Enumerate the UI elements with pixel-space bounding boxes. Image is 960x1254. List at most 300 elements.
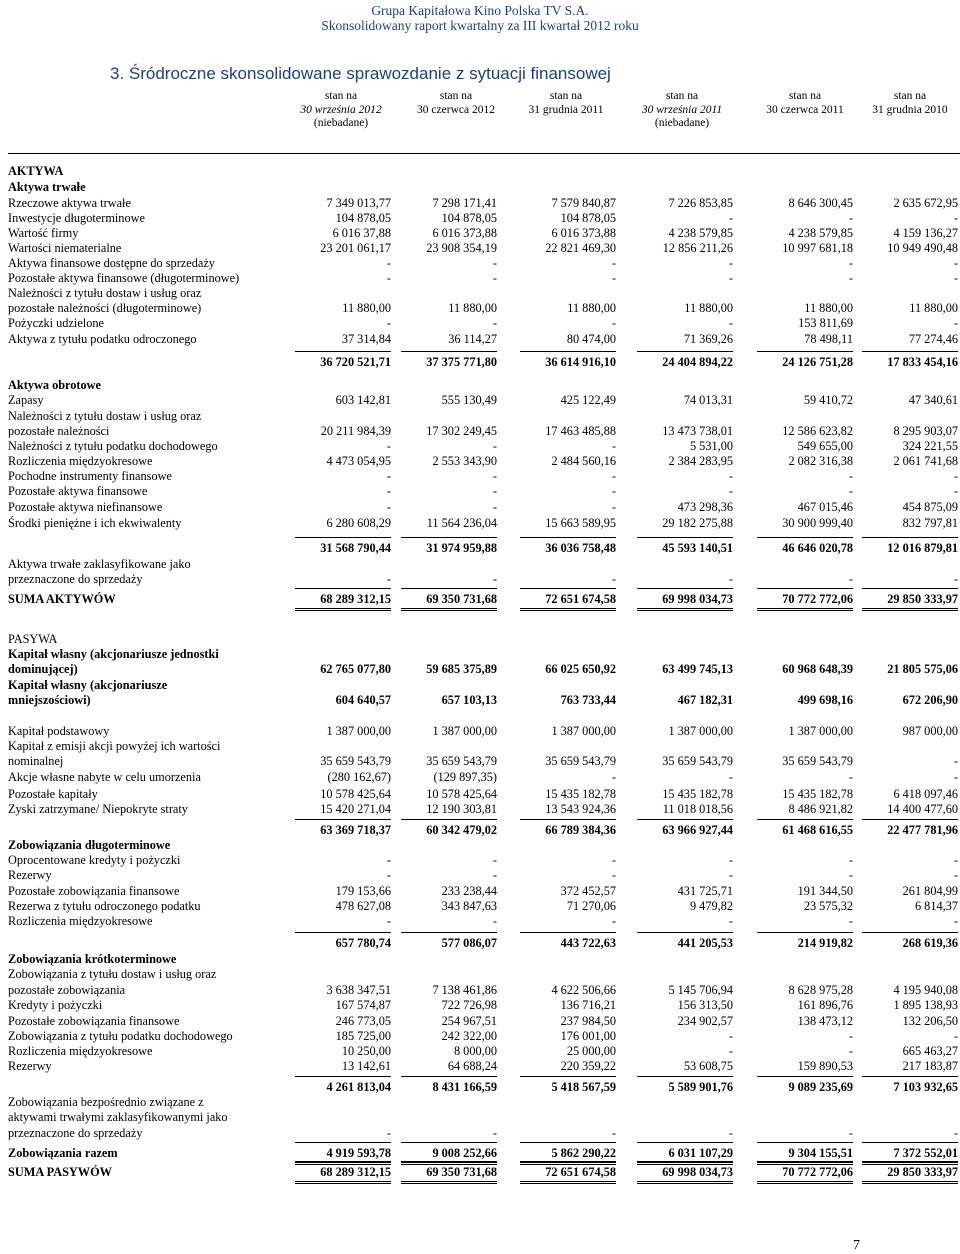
cell-value: 11 880,00 [909,301,958,315]
cell-value: 138 473,12 [797,1014,853,1028]
cell-value: 22 821 469,30 [545,241,616,255]
table-row [0,180,960,194]
cell-value: - [953,914,958,928]
cell-value: 431 725,71 [677,884,733,898]
row-label: Należności z tytułu podatku dochodowego [8,439,218,453]
table-row [0,256,960,270]
cell-value: 35 659 543,79 [545,754,616,768]
cell-value: 17 302 249,45 [426,424,497,438]
table-row [0,1095,960,1109]
subtotal-rule [862,1076,958,1077]
column-header-line: 30 czerwca 2011 [766,103,844,116]
cell-value: 454 875,09 [902,500,958,514]
cell-value: - [386,316,391,330]
cell-value: 4 238 579,85 [668,226,733,240]
table-row [0,952,960,966]
row-label: przeznaczone do sprzedaży [8,572,143,586]
cell-value: 70 772 772,06 [782,1165,853,1179]
cell-value: 987 000,00 [902,724,958,738]
table-row [0,226,960,240]
cell-value: 15 435 182,78 [545,787,616,801]
total-double-rule [637,608,733,609]
cell-value: - [386,271,391,285]
total-double-rule [757,1162,853,1163]
cell-value: - [848,1126,853,1140]
cell-value: 31 974 959,88 [426,541,497,555]
table-row [0,1014,960,1028]
cell-value: 63 499 745,13 [662,662,733,676]
cell-value: 63 369 718,37 [320,823,391,837]
cell-value: 62 765 077,80 [320,662,391,676]
cell-value: 2 384 283,95 [668,454,733,468]
cell-value: 13 142,61 [341,1059,391,1073]
cell-value: 69 998 034,73 [662,592,733,606]
total-double-rule [401,1181,497,1182]
column-header-line: 30 września 2011 [641,103,723,116]
cell-value: 35 659 543,79 [782,754,853,768]
cell-value: 7 103 932,65 [893,1080,958,1094]
cell-value: - [611,914,616,928]
cell-value: 478 627,08 [335,899,391,913]
column-header-line: 30 września 2012 [300,103,382,116]
subtotal-rule [757,1076,853,1077]
table-row [0,286,960,300]
cell-value: - [611,1126,616,1140]
table-row [0,1126,960,1140]
cell-value: - [953,770,958,784]
subtotal-rule [401,1076,497,1077]
table-row [0,884,960,898]
cell-value: 24 404 894,22 [662,355,733,369]
cell-value: - [953,316,958,330]
table-row [0,516,960,530]
cell-value: 80 474,00 [566,332,616,346]
row-label: Zobowiązania krótkoterminowe [8,952,177,966]
cell-value: 9 008 252,66 [432,1146,497,1160]
table-row [0,393,960,407]
cell-value: 68 289 312,15 [320,1165,391,1179]
cell-value: - [728,256,733,270]
cell-value: 153 811,69 [798,316,853,330]
total-double-rule [637,1183,733,1184]
table-row [0,1059,960,1073]
cell-value: 68 289 312,15 [320,592,391,606]
cell-value: - [728,770,733,784]
cell-value: 17 463 485,88 [545,424,616,438]
subtotal-rule [401,819,497,820]
subtotal-rule [862,588,958,589]
cell-value: - [728,1044,733,1058]
cell-value: 77 274,46 [908,332,958,346]
cell-value: 29 182 275,88 [662,516,733,530]
cell-value: 136 716,21 [560,998,616,1012]
cell-value: 12 190 303,81 [426,802,497,816]
cell-value: - [611,853,616,867]
total-double-rule [637,1162,733,1163]
total-double-rule [757,1181,853,1182]
cell-value: 604 640,57 [335,693,391,707]
cell-value: - [386,256,391,270]
row-label: Zyski zatrzymane/ Niepokryte straty [8,802,188,816]
cell-value: - [386,868,391,882]
cell-value: 64 688,24 [447,1059,497,1073]
cell-value: - [953,754,958,768]
cell-value: 104 878,05 [335,211,391,225]
row-label: Rezerwy [8,1059,52,1073]
total-double-rule [295,1162,391,1163]
row-label: Rezerwa z tytułu odroczonego podatku [8,899,201,913]
cell-value: 372 452,57 [560,884,616,898]
subtotal-rule [862,819,958,820]
cell-value: 23 575,32 [803,899,853,913]
table-row [0,1029,960,1043]
table-row [0,678,960,692]
total-double-rule [401,1162,497,1163]
row-label: Kapitał własny (akcjonariusze jednostki [8,647,219,661]
cell-value: 443 722,63 [560,936,616,950]
cell-value: 8 486 921,82 [788,802,853,816]
total-double-rule [757,1183,853,1184]
subtotal-rule [520,1142,616,1143]
row-label: Zobowiązania z tytułu dostaw i usług oraz [8,967,217,981]
table-row [0,802,960,816]
cell-value: 4 622 506,66 [551,983,616,997]
header-rule [8,153,960,154]
subtotal-rule [757,588,853,589]
table-row [0,469,960,483]
total-double-rule [757,610,853,611]
cell-value: 61 468 616,55 [782,823,853,837]
column-header-line: 30 czerwca 2012 [417,103,495,116]
cell-value: (129 897,35) [433,770,497,784]
table-row [0,1044,960,1058]
cell-value: 11 880,00 [684,301,733,315]
cell-value: 36 614 916,10 [545,355,616,369]
cell-value: - [611,271,616,285]
cell-value: 24 126 751,28 [782,355,853,369]
cell-value: - [386,914,391,928]
table-row [0,241,960,255]
cell-value: 7 138 461,86 [432,983,497,997]
cell-value: - [848,868,853,882]
cell-value: - [386,439,391,453]
table-row [0,484,960,498]
cell-value: 7 372 552,01 [893,1146,958,1160]
cell-value: 549 655,00 [797,439,853,453]
row-label: Kapitał podstawowy [8,724,110,738]
cell-value: 7 579 840,87 [551,196,616,210]
cell-value: - [492,484,497,498]
table-row [0,739,960,753]
cell-value: - [728,316,733,330]
cell-value: - [386,484,391,498]
cell-value: - [492,1126,497,1140]
cell-value: - [611,439,616,453]
cell-value: 12 586 623,82 [782,424,853,438]
cell-value: 78 498,11 [804,332,853,346]
total-double-rule [862,1183,958,1184]
subtotal-rule [637,932,733,933]
subtotal-rule [520,932,616,933]
cell-value: - [848,256,853,270]
cell-value: 10 250,00 [341,1044,391,1058]
total-double-rule [520,1181,616,1182]
subtotal-rule [295,1076,391,1077]
cell-value: 179 153,66 [335,884,391,898]
table-row [0,164,960,178]
row-label: Oprocentowane kredyty i pożyczki [8,853,181,867]
total-double-rule [295,1181,391,1182]
cell-value: 11 018 018,56 [662,802,733,816]
subtotal-rule [520,1161,616,1162]
cell-value: 161 896,76 [797,998,853,1012]
cell-value: 1 387 000,00 [551,724,616,738]
cell-value: 60 342 479,02 [426,823,497,837]
row-label: Pozostałe zobowiązania finansowe [8,1014,180,1028]
cell-value: 21 805 575,06 [887,662,958,676]
row-label: mniejszościowi) [8,693,91,707]
row-label: Pozostałe kapitały [8,787,98,801]
subtotal-rule [637,1161,733,1162]
cell-value: - [728,469,733,483]
table-row [0,853,960,867]
cell-value: - [492,256,497,270]
table-row [0,967,960,981]
cell-value: 657 780,74 [335,936,391,950]
row-label: pozostałe zobowiązania [8,983,126,997]
cell-value: 7 226 853,85 [668,196,733,210]
row-label: nominalnej [8,754,64,768]
cell-value: 11 880,00 [567,301,616,315]
table-row [0,355,960,369]
table-row [0,998,960,1012]
row-label: Kapitał własny (akcjonariusze [8,678,168,692]
cell-value: 425 122,49 [560,393,616,407]
cell-value: 8 646 300,45 [788,196,853,210]
cell-value: - [953,868,958,882]
cell-value: - [492,868,497,882]
cell-value: 31 568 790,44 [320,541,391,555]
cell-value: 261 804,99 [902,884,958,898]
cell-value: 191 344,50 [797,884,853,898]
cell-value: 6 016 373,88 [432,226,497,240]
cell-value: 29 850 333,97 [887,1165,958,1179]
row-label: Zobowiązania bezpośrednio związane z [8,1095,204,1109]
table-row [0,439,960,453]
cell-value: 36 114,27 [448,332,497,346]
cell-value: 2 061 741,68 [893,454,958,468]
total-double-rule [862,1162,958,1163]
cell-value: 12 016 879,81 [887,541,958,555]
cell-value: 555 130,49 [441,393,497,407]
cell-value: 25 000,00 [566,1044,616,1058]
cell-value: 467 015,46 [797,500,853,514]
subtotal-rule [520,588,616,589]
table-row [0,693,960,707]
table-row [0,724,960,738]
cell-value: - [728,1029,733,1043]
subtotal-rule [637,1076,733,1077]
column-header-line: 31 grudnia 2010 [872,103,948,116]
cell-value: 13 473 738,01 [662,424,733,438]
cell-value: 159 890,53 [797,1059,853,1073]
subtotal-rule [520,537,616,538]
cell-value: 15 663 589,95 [545,516,616,530]
total-double-rule [862,1181,958,1182]
row-label: Rezerwy [8,868,52,882]
cell-value: 665 463,27 [902,1044,958,1058]
subtotal-rule [757,351,853,352]
cell-value: 176 001,00 [560,1029,616,1043]
cell-value: - [848,1044,853,1058]
cell-value: - [953,211,958,225]
cell-value: 343 847,63 [441,899,497,913]
row-label: aktywami trwałymi zaklasyfikowanymi jako [8,1110,228,1124]
column-header-1 [286,90,396,131]
column-header-line: stan na [324,90,358,102]
table-row [0,914,960,928]
subtotal-rule [862,351,958,352]
row-label: Pozostałe aktywa niefinansowe [8,500,163,514]
page-number: 7 [853,1238,860,1253]
cell-value: - [611,484,616,498]
row-label: dominującej) [8,662,78,676]
cell-value: 657 103,13 [441,693,497,707]
cell-value: 15 420 271,04 [320,802,391,816]
table-row [0,541,960,555]
total-double-rule [401,610,497,611]
cell-value: 63 966 927,44 [662,823,733,837]
subtotal-rule [862,932,958,933]
cell-value: 66 789 384,36 [545,823,616,837]
table-row [0,211,960,225]
subtotal-rule [295,351,391,352]
cell-value: 1 387 000,00 [432,724,497,738]
subtotal-rule [401,351,497,352]
cell-value: - [848,469,853,483]
total-double-rule [295,610,391,611]
cell-value: 8 431 166,59 [432,1080,497,1094]
cell-value: - [728,914,733,928]
cell-value: 47 340,61 [908,393,958,407]
cell-value: - [611,316,616,330]
row-label: SUMA AKTYWÓW [8,592,116,606]
cell-value: 763 733,44 [560,693,616,707]
row-label: Kredyty i pożyczki [8,998,103,1012]
cell-value: - [953,572,958,586]
cell-value: 71 369,26 [683,332,733,346]
column-header-line: stan na [788,90,822,102]
cell-value: - [728,868,733,882]
row-label: Aktywa trwałe zaklasyfikowane jako [8,557,191,571]
cell-value: 1 387 000,00 [326,724,391,738]
cell-value: 9 304 155,51 [788,1146,853,1160]
cell-value: - [728,1126,733,1140]
cell-value: 6 814,37 [914,899,958,913]
row-label: Rozliczenia międzyokresowe [8,1044,153,1058]
table-row [0,454,960,468]
column-header-line: stan na [439,90,473,102]
total-double-rule [401,1183,497,1184]
table-row [0,592,960,606]
table-row [0,316,960,330]
subtotal-rule [401,1142,497,1143]
cell-value: 45 593 140,51 [662,541,733,555]
cell-value: - [953,484,958,498]
cell-value: 70 772 772,06 [782,592,853,606]
table-row [0,424,960,438]
cell-value: 13 543 924,36 [545,802,616,816]
subtotal-rule [637,351,733,352]
column-header-5 [750,90,860,131]
cell-value: 60 968 648,39 [782,662,853,676]
cell-value: 69 350 731,68 [426,1165,497,1179]
cell-value: (280 162,67) [327,770,391,784]
cell-value: 23 908 354,19 [426,241,497,255]
cell-value: 4 195 940,08 [893,983,958,997]
row-label: Pożyczki udzielone [8,316,104,330]
column-header-line: 31 grudnia 2011 [528,103,604,116]
row-label: Rozliczenia międzyokresowe [8,454,153,468]
cell-value: 59 410,72 [803,393,853,407]
cell-value: 10 949 490,48 [887,241,958,255]
cell-value: - [728,271,733,285]
subtotal-rule [520,1076,616,1077]
table-row [0,572,960,586]
table-row [0,787,960,801]
cell-value: 72 651 674,58 [545,592,616,606]
row-label: Kapitał z emisji akcji powyżej ich wartości [8,739,221,753]
row-label: Pozostałe aktywa finansowe [8,484,148,498]
cell-value: - [848,572,853,586]
report-header [0,3,960,33]
cell-value: 53 608,75 [683,1059,733,1073]
subtotal-rule [401,1161,497,1162]
cell-value: 104 878,05 [560,211,616,225]
column-header-6 [855,90,960,131]
row-label: Aktywa z tytułu podatku odroczonego [8,332,197,346]
cell-value: 7 349 013,77 [326,196,391,210]
cell-value: 9 089 235,69 [788,1080,853,1094]
row-label: Zobowiązania długoterminowe [8,838,171,852]
table-row [0,301,960,315]
cell-value: - [386,572,391,586]
cell-value: 722 726,98 [441,998,497,1012]
cell-value: 6 016 37,88 [332,226,391,240]
cell-value: - [848,853,853,867]
column-header-line: stan na [665,90,699,102]
cell-value: 1 387 000,00 [788,724,853,738]
subtotal-rule [295,819,391,820]
cell-value: 71 270,06 [566,899,616,913]
cell-value: 22 477 781,96 [887,823,958,837]
total-double-rule [862,608,958,609]
total-double-rule [637,1181,733,1182]
cell-value: - [953,271,958,285]
row-label: przeznaczone do sprzedaży [8,1126,143,1140]
cell-value: - [386,853,391,867]
cell-value: - [848,1029,853,1043]
subtotal-rule [295,932,391,933]
table-row [0,770,960,784]
row-label: Inwestycje długoterminowe [8,211,145,225]
total-double-rule [637,610,733,611]
cell-value: 2 082 316,38 [788,454,853,468]
cell-value: 11 880,00 [342,301,391,315]
row-label: pozostałe należności [8,424,110,438]
cell-value: 29 850 333,97 [887,592,958,606]
subtotal-rule [295,1161,391,1162]
